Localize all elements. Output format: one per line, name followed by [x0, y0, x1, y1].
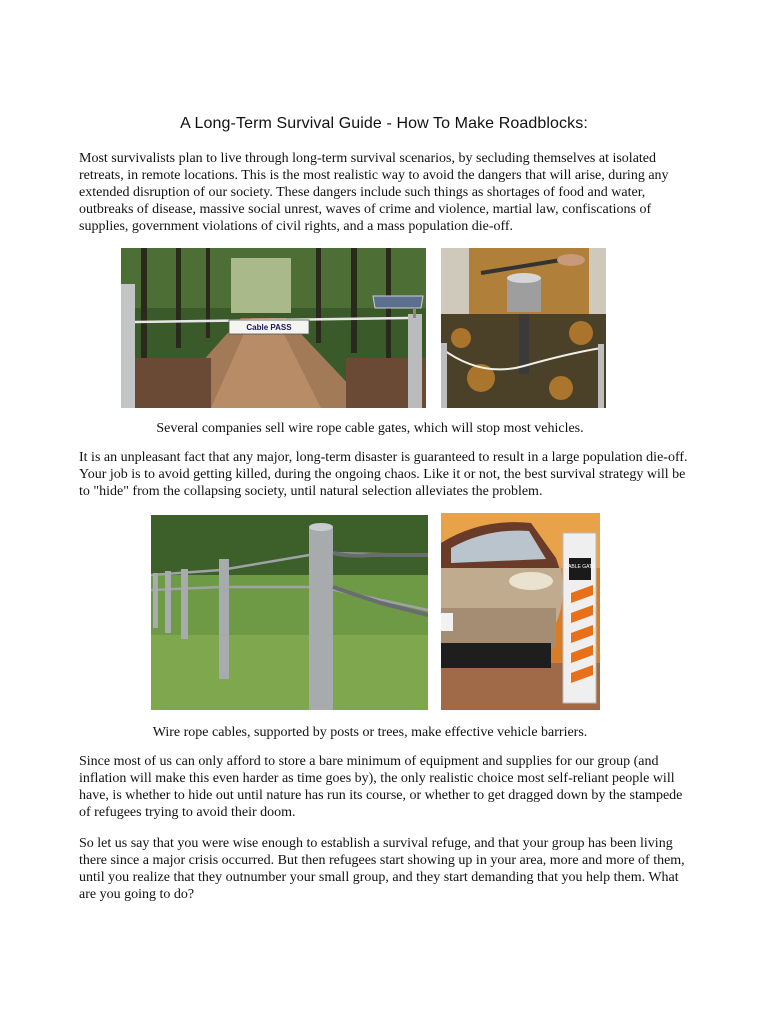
photo-car-cable-gate — [441, 513, 600, 710]
photo-cable-lock-post — [441, 248, 606, 408]
photo-forest-cable-gate — [121, 248, 426, 408]
cable-pass-sign-text: Cable PASS — [246, 323, 292, 332]
caption-cable-gates: Several companies sell wire rope cable gates, which will stop most vehicles. — [156, 421, 584, 436]
page-title: A Long-Term Survival Guide - How To Make Roadblocks: — [180, 115, 588, 132]
paragraph-supplies: Since most of us can only afford to store a bare minimum of equipment and supplies for our group (and inflation will make this even harder as time goes by), the only realistic choice most self-reliant people will have, is whether to hide out until nature has run its course, or whether to get dragged down by the stampede of refugees trying to avoid their doom. — [79, 754, 683, 820]
paragraph-refugees: So let us say that you were wise enough to establish a survival refuge, and that your group has been living there since a major crisis occurred. But then refugees start showing up in your area, more and more of them, until you realize that they outnumber your small group, and they start demanding that you help them. What are you going to do? — [79, 836, 685, 902]
photo-cable-posts-grass — [151, 515, 428, 710]
caption-wire-rope-barriers: Wire rope cables, supported by posts or trees, make effective vehicle barriers. — [152, 725, 588, 740]
paragraph-die-off: It is an unpleasant fact that any major, long-term disaster is guaranteed to result in a large population die-off. Your job is to avoid getting killed, during the ongoing chaos. Like it or not, the best survival strategy will be to "hide" from the collapsing society, until natural selection alleviates the problem. — [79, 450, 688, 499]
cable-gate-post-text: CABLE GATE — [564, 564, 596, 570]
paragraph-intro: Most survivalists plan to live through long-term survival scenarios, by secluding themselves at isolated retreats, in remote locations. This is the most realistic way to avoid the dangers that will arise, during any extended disruption of our society. These dangers include such things as shortages of food and water, outbreaks of disease, massive social unrest, waves of crime and violence, martial law, confiscations of supplies, government violations of civil rights, and a mass population die-off. — [79, 151, 669, 234]
